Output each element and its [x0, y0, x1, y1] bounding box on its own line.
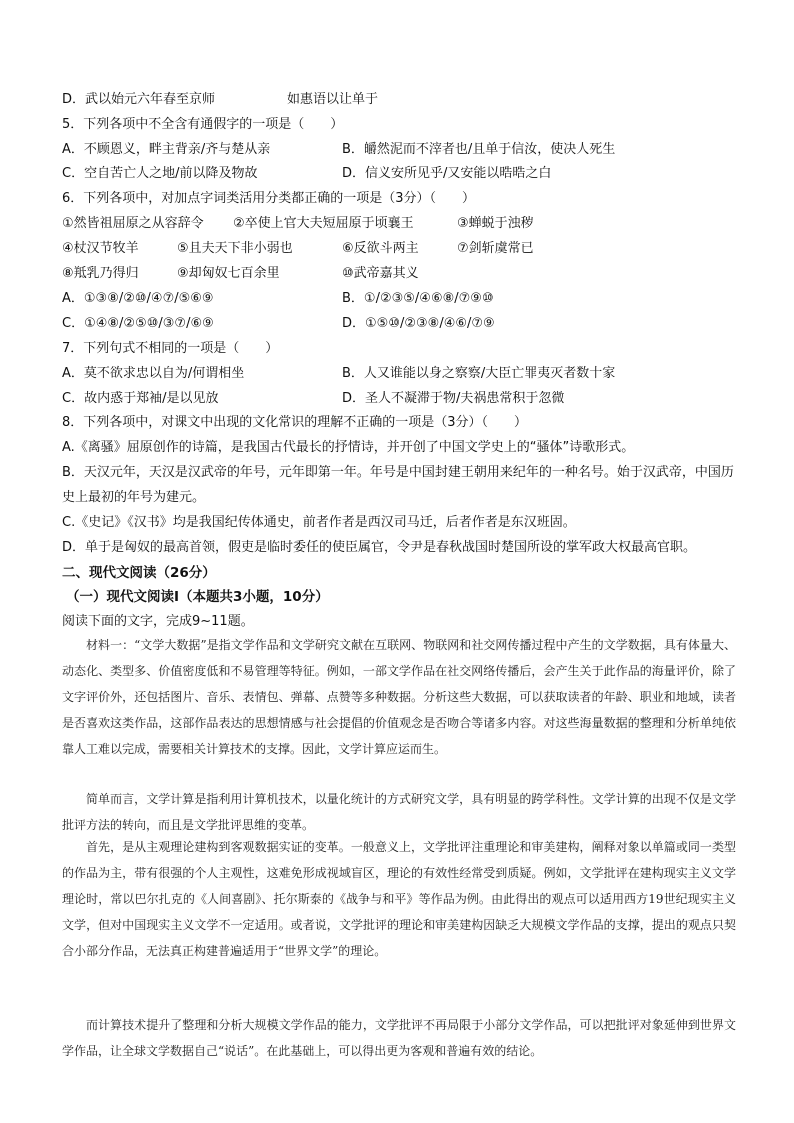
- q8-option-b: B．天汉元年，天汉是汉武帝的年号，元年即第一年。年号是中国封建王朝用来纪年的一种名号。始于汉武帝，中国历史上最初的年号为建元。: [62, 465, 734, 505]
- q4-option-d-left: D．武以始元六年春至京师: [62, 92, 216, 107]
- subsection-1-title: （一）现代文阅读Ⅰ（本题共3小题，10分）: [66, 589, 329, 605]
- q6-item-8: ⑧羝乳乃得归: [62, 266, 139, 281]
- q7-stem: 7．下列句式不相同的一项是（ ）: [62, 341, 279, 356]
- q5-option-b: B．皭然泥而不滓者也/且单于信汝，使决人死生: [342, 142, 616, 157]
- q7-option-c: C．故内惑于郑袖/是以见放: [62, 391, 219, 406]
- q7-option-b: B．人又谁能以身之察察/大臣亡罪夷灭者数十家: [342, 366, 616, 381]
- q6-item-10: ⑩武帝嘉其义: [342, 266, 419, 281]
- q6-item-3: ③蝉蜕于浊秽: [457, 216, 534, 231]
- q8-option-c: C.《史记》《汉书》均是我国纪传体通史，前者作者是西汉司马迁，后者作者是东汉班固。: [62, 515, 576, 530]
- q5-option-a: A．不顾恩义，畔主背亲/齐与楚从亲: [62, 142, 271, 157]
- q6-option-c: C．①④⑧/②⑤⑩/③⑦/⑥⑨: [62, 316, 214, 331]
- passage-paragraph-4: 而计算技术提升了整理和分析大规模文学作品的能力，文学批评不再局限于小部分文学作品，可以把批评对象延伸到世界文学作品，让全球文学数据自己“说话”。在此基础上，可以得出更为客观和普遍有效的结论。: [62, 1018, 736, 1058]
- q6-option-b: B．①/②③⑤/④⑥⑧/⑦⑨⑩: [342, 291, 494, 306]
- q6-item-4: ④杖汉节牧羊: [62, 241, 139, 256]
- q4-option-d-right: 如惠语以让单于: [287, 92, 379, 107]
- q7-option-d: D．圣人不凝滞于物/夫祸患常积于忽微: [342, 391, 565, 406]
- q6-item-1: ①然皆祖屈原之从容辞令: [62, 216, 204, 231]
- q6-item-9: ⑨却匈奴七百余里: [177, 266, 280, 281]
- q6-option-a: A．①③⑧/②⑩/④⑦/⑤⑥⑨: [62, 291, 214, 306]
- q6-stem: 6．下列各项中，对加点字词类活用分类都正确的一项是（3分）（ ）: [62, 191, 476, 206]
- passage-paragraph-1: 材料一：“文学大数据”是指文学作品和文学研究文献在互联网、物联网和社交网传播过程中产生的文学数据，具有体量大、动态化、类型多、价值密度低和不易管理等特征。例如，一部文学作品在社交网络传播后，会产生关于此作品的海量评价，除了文字评价外，还包括图片、音乐、表情包、弹幕、点赞等多种数据。分析这些大数据，可以获取读者的年龄、职业和地域，读者是否喜欢这类作品，这部作品表达的思想情感与社会提倡的价值观念是否吻合等诸多内容。对这些海量数据的整理和分析单纯依靠人工难以完成，需要相关计算技术的支撑。因此，文学计算应运而生。: [62, 638, 736, 756]
- q5-stem: 5．下列各项中不全含有通假字的一项是（ ）: [62, 117, 344, 132]
- q8-stem: 8．下列各项中，对课文中出现的文化常识的理解不正确的一项是（3分）（ ）: [62, 415, 528, 430]
- q7-option-a: A．莫不欲求忠以自为/何谓相坐: [62, 366, 245, 381]
- q6-item-6: ⑥反欲斗两主: [342, 241, 419, 256]
- passage-paragraph-3: 首先，是从主观理论建构到客观数据实证的变革。一般意义上，文学批评注重理论和审美建构，阐释对象以单篇或同一类型的作品为主，带有很强的个人主观性，这难免形成视域盲区，理论的有效性经常受到质疑。例如，文学批评在建构现实主义文学理论时，常以巴尔扎克的《人间喜剧》、托尔斯泰的《战争与和平》等作品为例。由此得出的观点可以适用西方19世纪现实主义文学，但对中国现实主义文学不一定适用。或者说，文学批评的理论和审美建构因缺乏大规模文学作品的支撑，提出的观点只契合小部分作品，无法真正构建普遍适用于“世界文学”的理论。: [62, 840, 736, 958]
- q6-item-2: ②卒使上官大夫短屈原于顷襄王: [233, 216, 414, 231]
- q6-item-5: ⑤且夫天下非小弱也: [177, 241, 293, 256]
- section-2-title: 二、现代文阅读（26分）: [62, 565, 216, 581]
- reading-instruction: 阅读下面的文字，完成9~11题。: [62, 614, 254, 629]
- q6-option-d: D．①⑤⑩/②③⑧/④⑥/⑦⑨: [342, 316, 495, 331]
- passage-paragraph-2: 简单而言，文学计算是指利用计算机技术，以量化统计的方式研究文学，具有明显的跨学科性。文学计算的出现不仅是文学批评方法的转向，而且是文学批评思维的变革。: [62, 792, 736, 832]
- q5-option-c: C．空自苦亡人之地/前以降及物故: [62, 166, 258, 181]
- q6-item-7: ⑦剑斩虞常已: [457, 241, 534, 256]
- q8-option-d: D．单于是匈奴的最高首领，假吏是临时委任的使臣属官，令尹是春秋战国时楚国所设的掌军政大权最高官职。: [62, 540, 697, 555]
- q8-option-a: A.《离骚》屈原创作的诗篇，是我国古代最长的抒情诗，并开创了中国文学史上的“骚体”诗歌形式。: [62, 440, 635, 455]
- q5-option-d: D．信义安所见乎/又安能以晧晧之白: [342, 166, 552, 181]
